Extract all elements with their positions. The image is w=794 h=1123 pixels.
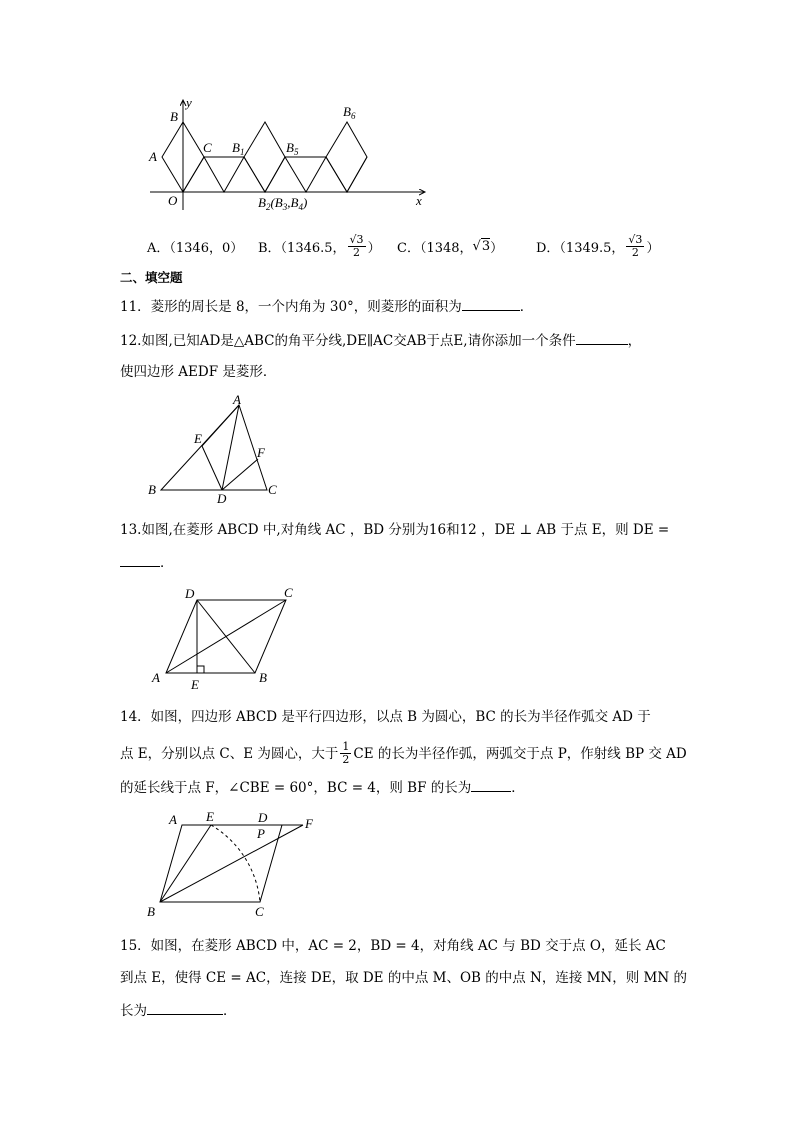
label-B6: $B_6$ — [343, 104, 356, 121]
figure-q13-rhombus — [148, 583, 308, 693]
figure-q12-triangle — [145, 393, 285, 503]
label-B: B — [170, 109, 178, 124]
label-E: E — [194, 431, 202, 446]
label-B: B — [259, 670, 267, 685]
section-title: 二、填空题 — [120, 270, 183, 285]
label-C: C — [284, 585, 293, 600]
answer-blank-11[interactable] — [462, 296, 520, 311]
figure-q10-coordinate-rhombi — [140, 95, 440, 220]
question-13-line2: ． — [120, 552, 174, 573]
label-A: A — [233, 393, 241, 407]
fraction-sqrt3-over-2: $\frac{√3}{2}$ — [628, 232, 643, 259]
fraction-sqrt3-over-2: $\frac{√3}{2}$ — [349, 232, 364, 259]
label-E: E — [206, 810, 214, 824]
label-D: D — [217, 491, 227, 503]
label-O: O — [168, 193, 178, 208]
label-F: F — [305, 816, 313, 831]
label-D: D — [258, 810, 268, 825]
question-14-line2: 点 E，分别以点 C、E 为圆心，大于 $\frac{1}{2}$ CE 的长为半径作弧，两弧交于点 P，作射线 BP 交 AD — [120, 740, 687, 766]
answer-blank-13[interactable] — [120, 552, 160, 567]
right-angle-mark — [197, 666, 204, 673]
option-a[interactable]: A．（1346，0） — [147, 240, 244, 256]
question-12-line2: 使四边形 AEDF 是菱形． — [120, 364, 277, 380]
label-B: B — [148, 482, 156, 497]
label-B: B — [147, 904, 155, 919]
label-B2-B3-B4: $B_2(B_3,B_4)$ — [258, 195, 308, 212]
question-15-line1: 15．如图，在菱形 ABCD 中，AC = 2，BD = 4，对角线 AC 与 BD 交于点 O，延长 AC — [120, 938, 666, 954]
answer-blank-12[interactable] — [576, 330, 628, 345]
label-A: A — [152, 670, 160, 685]
question-12-line1: 12.如图,已知AD是△ABC的角平分线,DE∥AC交AB于点E,请你添加一个条件 ， — [120, 330, 641, 351]
answer-blank-14[interactable] — [471, 777, 511, 792]
question-14-line3: 的延长线于点 F，∠CBE = 60°，BC = 4，则 BF 的长为 ． — [120, 777, 525, 798]
question-11: 11．菱形的周长是 8，一个内角为 30°，则菱形的面积为 ． — [120, 296, 533, 317]
label-C: C — [268, 482, 277, 497]
fraction-one-half: $\frac{1}{2}$ — [342, 740, 350, 766]
option-c[interactable]: C．（1348， √3 ） — [397, 238, 504, 256]
label-A: A — [169, 812, 177, 827]
sqrt-3: √3 — [472, 238, 491, 254]
rhombus-B1 — [244, 122, 285, 192]
label-C: C — [255, 904, 264, 919]
label-y: y — [186, 95, 192, 110]
label-P: P — [257, 826, 265, 841]
figure-q14-parallelogram — [145, 810, 325, 922]
label-D: D — [185, 586, 195, 601]
label-F: F — [257, 445, 265, 460]
question-14-line1: 14．如图，四边形 ABCD 是平行四边形，以点 B 为圆心，BC 的长为半径作弧交 AD 于 — [120, 709, 651, 725]
label-A: A — [149, 149, 157, 164]
question-13-line1: 13.如图,在菱形 ABCD 中,对角线 AC ，BD 分别为16和12 ，DE ⊥ AB 于点 E，则 DE = — [120, 522, 670, 538]
label-B1: $B_1$ — [232, 140, 245, 157]
answer-blank-15[interactable] — [147, 1000, 223, 1015]
option-d[interactable]: D．（1349.5， $\frac{√3}{2}$ ） — [536, 232, 660, 259]
label-E: E — [191, 677, 199, 692]
option-b[interactable]: B．（1346.5， $\frac{√3}{2}$ ） — [258, 232, 381, 259]
label-x: x — [416, 193, 422, 208]
label-B5: $B_5$ — [286, 140, 299, 157]
question-15-line3: 长为 ． — [120, 1000, 237, 1021]
rhombus-B6 — [326, 122, 367, 192]
arc-dashed — [211, 825, 260, 902]
question-15-line2: 到点 E，使得 CE = AC，连接 DE，取 DE 的中点 M、OB 的中点 N，连接 MN，则 MN 的 — [120, 970, 687, 986]
label-C: C — [203, 140, 212, 155]
